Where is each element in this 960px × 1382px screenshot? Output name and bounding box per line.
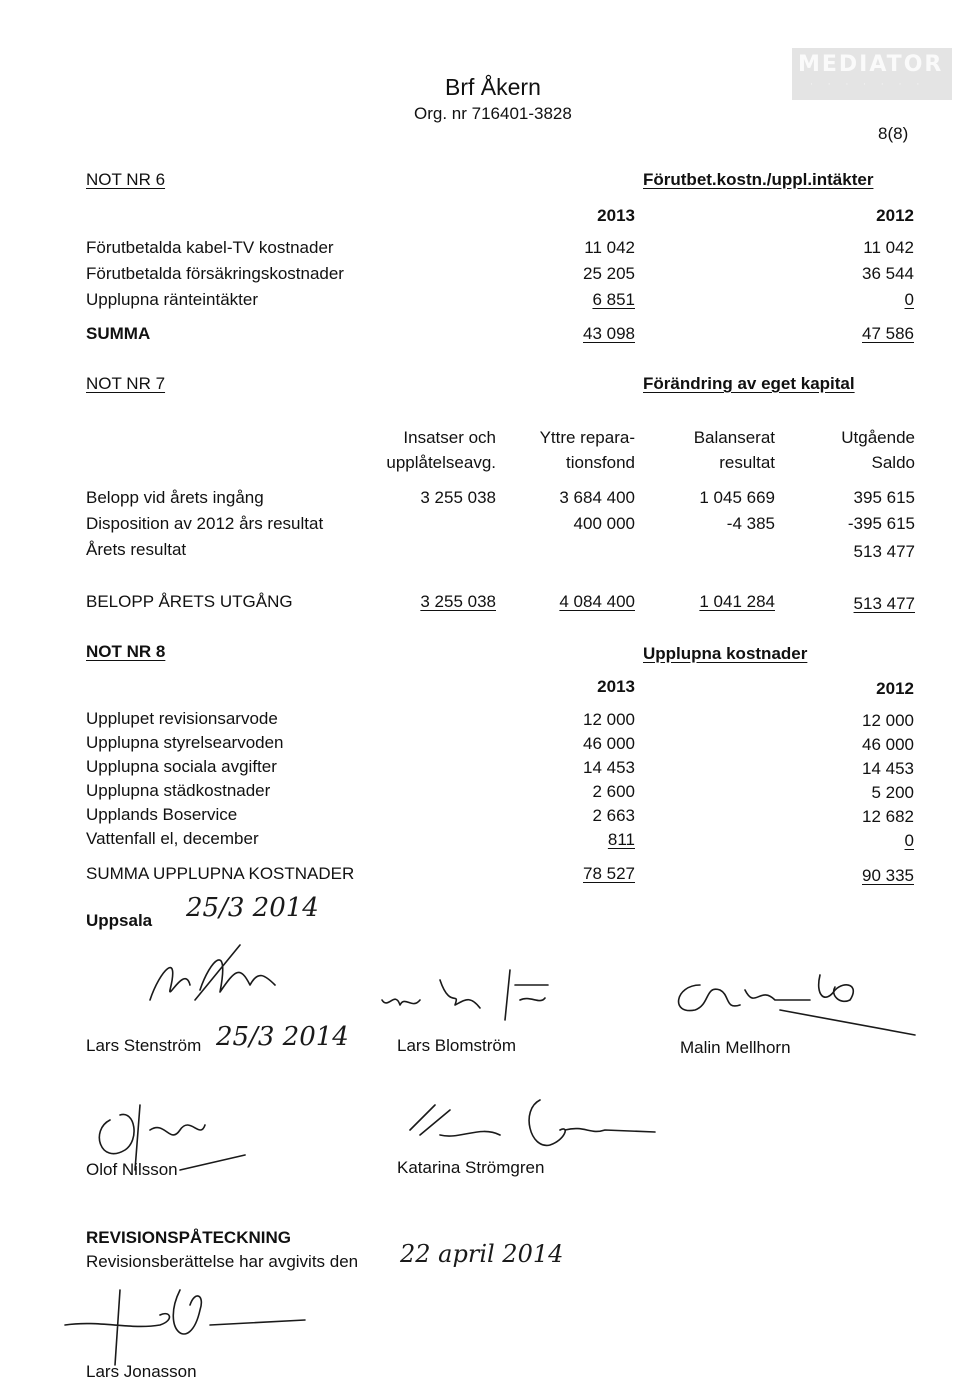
note6-row-label: Förutbetalda kabel-TV kostnader	[86, 238, 334, 257]
note6-col-2013: 2013	[597, 206, 635, 225]
note6-label: NOT NR 6	[86, 170, 166, 189]
page-number: 8(8)	[878, 124, 909, 143]
signer-name: Katarina Strömgren	[397, 1158, 545, 1177]
note7-cell: 1 045 669	[699, 488, 775, 507]
note7-cell: 395 615	[853, 488, 915, 507]
note6-row-label: Upplupna ränteintäkter	[86, 290, 259, 309]
note8-row-2013: 12 000	[583, 710, 635, 729]
note8-row-label: Upplupet revisionsarvode	[86, 709, 278, 728]
note7-total-cell: 1 041 284	[699, 592, 775, 611]
handwritten-date: 25/3 2014	[216, 1022, 349, 1052]
note8-row-2012: 14 453	[862, 759, 914, 778]
note7-total-cell: 3 255 038	[420, 592, 496, 611]
note6-row-2012: 11 042	[863, 238, 914, 257]
note8-col-2013: 2013	[597, 677, 635, 696]
note7-header-line1: Balanserat	[693, 428, 775, 447]
note7-header-line2: Saldo	[871, 453, 915, 472]
note7-header-line1: Utgående	[841, 428, 915, 447]
signing-place: Uppsala	[86, 911, 153, 930]
note8-row-2013: 2 663	[592, 806, 635, 825]
note7-row-label: Disposition av 2012 års resultat	[86, 514, 324, 533]
note7-cell: 513 477	[853, 542, 915, 561]
org-number: Org. nr 716401-3828	[414, 104, 572, 123]
note6-row-2013: 11 042	[584, 238, 635, 257]
note6-col-2012: 2012	[876, 206, 914, 225]
note8-sum-2012: 90 335	[862, 866, 914, 885]
audit-heading: REVISIONSPÅTECKNING	[86, 1228, 291, 1247]
auditor-name: Lars Jonasson	[86, 1362, 197, 1381]
note8-row-2012: 0	[904, 831, 914, 850]
note7-row-label: Årets resultat	[86, 540, 187, 559]
signer-name: Olof Nilsson	[86, 1160, 178, 1179]
signer-name: Lars Stenström	[86, 1036, 202, 1055]
note8-row-2013: 811	[607, 830, 635, 849]
logo	[792, 48, 952, 100]
note6-sum-2013: 43 098	[583, 324, 635, 343]
note7-cell: -395 615	[847, 514, 915, 533]
note7-header-line2: resultat	[719, 453, 775, 472]
note7-row-label: Belopp vid årets ingång	[86, 488, 264, 507]
signer-name: Lars Blomström	[397, 1036, 517, 1055]
signature-lars-blomstrom	[370, 960, 550, 1030]
note7-total-cell: 4 084 400	[559, 592, 635, 611]
note7-total-label: BELOPP ÅRETS UTGÅNG	[86, 592, 293, 611]
handwritten-date: 25/3 2014	[186, 893, 319, 923]
note8-row-label: Upplupna styrelsearvoden	[86, 733, 284, 752]
note6-heading: Förutbet.kostn./uppl.intäkter	[643, 170, 874, 189]
note7-heading: Förändring av eget kapital	[643, 374, 855, 393]
signature-lars-jonasson	[60, 1270, 320, 1370]
note7-cell: 400 000	[573, 514, 635, 533]
handwritten-date: 22 april 2014	[400, 1240, 564, 1268]
signature-malin-mellhorn	[660, 955, 920, 1045]
note8-row-2013: 2 600	[592, 782, 635, 801]
note8-row-label: Upplupna städkostnader	[86, 781, 271, 800]
note8-row-2012: 12 000	[862, 711, 914, 730]
note7-header-line2: upplåtelseavg.	[386, 453, 496, 472]
logo-text: MEDIATOR	[798, 52, 944, 77]
signer-name: Malin Mellhorn	[680, 1038, 791, 1057]
note8-label: NOT NR 8	[86, 642, 166, 661]
note6-row-2013: 6 851	[592, 290, 635, 309]
document-title: Brf Åkern	[445, 74, 541, 100]
note8-row-2012: 5 200	[871, 783, 914, 802]
note7-label: NOT NR 7	[86, 374, 166, 393]
note7-total-cell: 513 477	[853, 594, 915, 613]
note6-sum-label: SUMMA	[86, 324, 151, 343]
note6-row-2012: 0	[904, 290, 914, 309]
note6-row-2013: 25 205	[583, 264, 635, 283]
note7-header-line2: tionsfond	[566, 453, 635, 472]
note8-row-2013: 46 000	[583, 734, 635, 753]
note7-header-line1: Insatser och	[403, 428, 496, 447]
note8-row-2012: 12 682	[862, 807, 914, 826]
note8-heading: Upplupna kostnader	[643, 644, 808, 663]
note7-cell: 3 255 038	[420, 488, 496, 507]
note8-row-label: Upplupna sociala avgifter	[86, 757, 277, 776]
note8-row-2013: 14 453	[583, 758, 635, 777]
note7-cell: 3 684 400	[559, 488, 635, 507]
note7-cell: -4 385	[726, 514, 775, 533]
note8-row-label: Vattenfall el, december	[86, 829, 259, 848]
note8-row-2012: 46 000	[862, 735, 914, 754]
note8-sum-2013: 78 527	[583, 864, 635, 883]
signature-lars-stenstrom	[140, 930, 320, 1010]
note6-row-label: Förutbetalda försäkringskostnader	[86, 264, 344, 283]
logo-sub: · · · · · · ·	[810, 80, 926, 90]
note8-row-label: Upplands Boservice	[86, 805, 238, 824]
note7-header-line1: Yttre repara-	[539, 428, 635, 447]
audit-text: Revisionsberättelse har avgivits den	[86, 1252, 359, 1271]
note8-col-2012: 2012	[876, 679, 914, 698]
note6-row-2012: 36 544	[862, 264, 914, 283]
note6-sum-2012: 47 586	[862, 324, 914, 343]
note8-sum-label: SUMMA UPPLUPNA KOSTNADER	[86, 864, 355, 883]
